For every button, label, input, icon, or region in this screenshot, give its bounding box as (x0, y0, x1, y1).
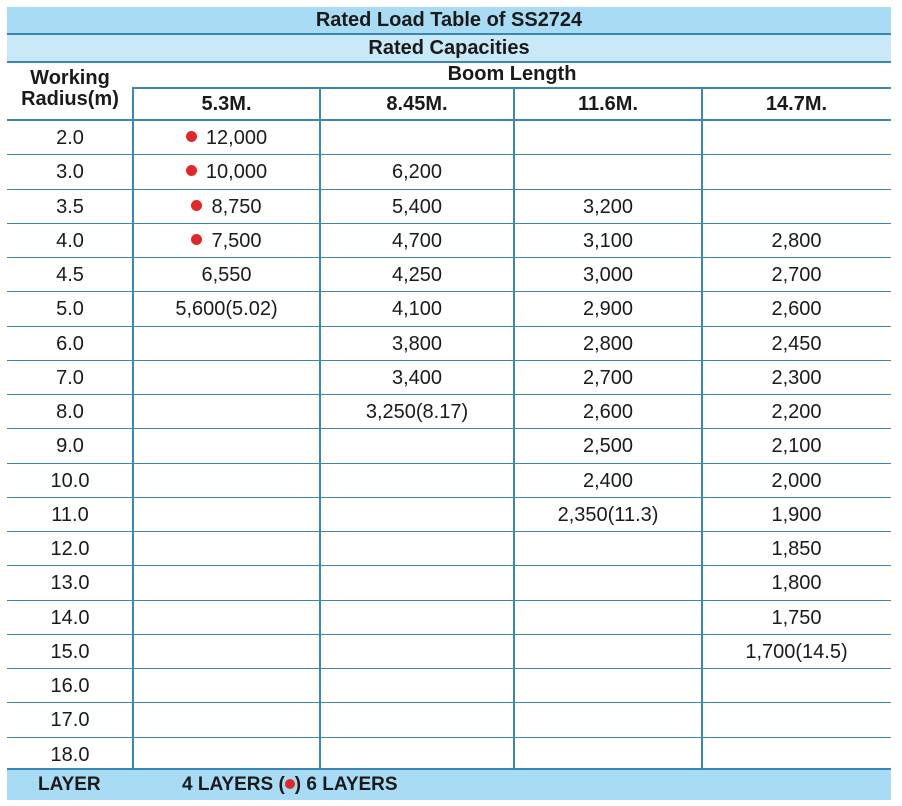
capacity-value: 6,200 (391, 161, 443, 184)
table-row (7, 224, 891, 258)
capacity-value: 7,500 (211, 229, 262, 252)
capacity-cell (320, 703, 514, 737)
table-row (7, 258, 891, 292)
radius-cell: 6.0 (56, 332, 84, 355)
capacity-value: 1,800 (771, 572, 822, 595)
capacity-value: 1,900 (771, 503, 822, 526)
capacity-cell (320, 498, 514, 532)
table-row (7, 361, 891, 395)
capacity-cell (133, 498, 320, 532)
capacity-cell (514, 703, 702, 737)
table-row (7, 292, 891, 326)
radius-cell: 18.0 (50, 743, 90, 766)
capacity-cell (133, 669, 320, 703)
capacity-cell (514, 566, 702, 600)
radius-cell: 15.0 (50, 640, 90, 663)
capacity-cell (702, 224, 891, 258)
legend-close-paren: ) (294, 774, 302, 795)
capacity-cell (320, 327, 514, 361)
capacity-cell (320, 532, 514, 566)
capacity-value: 3,400 (391, 366, 443, 389)
table-row (7, 155, 891, 189)
table-row (7, 464, 891, 498)
capacity-cell (320, 429, 514, 463)
radius-cell: 9.0 (56, 435, 84, 458)
capacity-cell (702, 121, 891, 155)
capacity-cell (702, 190, 891, 224)
capacity-cell (702, 464, 891, 498)
six-layer-marker-icon (285, 779, 295, 789)
capacity-cell (320, 738, 514, 772)
capacity-value: 2,000 (771, 469, 822, 492)
capacity-value: 2,700 (771, 264, 822, 286)
column-header-11-6: 11.6M. (577, 93, 639, 115)
capacity-cell (514, 121, 702, 155)
capacity-cell (320, 121, 514, 155)
capacity-cell (702, 498, 891, 532)
capacity-cell (133, 464, 320, 498)
capacity-cell (514, 464, 702, 498)
capacity-cell (702, 292, 891, 326)
six-layer-marker-icon (191, 234, 202, 245)
capacity-cell (133, 395, 320, 429)
capacity-cell (133, 601, 320, 635)
capacity-cell (133, 224, 320, 258)
capacity-cell (514, 258, 702, 292)
radius-cell: 3.5 (56, 195, 84, 218)
radius-cell: 10.0 (50, 469, 90, 492)
capacity-value: 2,900 (582, 298, 634, 321)
table-subtitle: Rated Capacities (7, 35, 891, 63)
capacity-value: 2,350(11.3) (557, 503, 659, 526)
radius-header (7, 68, 133, 110)
capacity-cell (702, 532, 891, 566)
radius-cell: 12.0 (50, 538, 90, 560)
table-row (7, 738, 891, 772)
capacity-cell (702, 566, 891, 600)
capacity-cell (133, 703, 320, 737)
capacity-value: 6,550 (201, 264, 252, 286)
radius-cell: 7.0 (56, 366, 84, 389)
capacity-cell (702, 669, 891, 703)
radius-cell: 13.0 (50, 572, 90, 595)
radius-header-line1: Working (30, 67, 110, 89)
capacity-value: 8,750 (211, 195, 262, 218)
capacity-cell (514, 190, 702, 224)
capacity-cell (133, 258, 320, 292)
capacity-value: 4,250 (391, 264, 443, 286)
table-row (7, 601, 891, 635)
capacity-cell (702, 738, 891, 772)
capacity-cell (320, 464, 514, 498)
capacity-cell (702, 635, 891, 669)
table-row (7, 429, 891, 463)
radius-cell: 4.5 (56, 264, 84, 286)
capacity-value: 10,000 (205, 161, 268, 184)
capacity-cell (320, 361, 514, 395)
capacity-value: 12,000 (205, 127, 268, 149)
capacity-cell (320, 190, 514, 224)
capacity-cell (133, 155, 320, 189)
capacity-value: 2,100 (771, 435, 822, 458)
radius-cell: 14.0 (50, 606, 90, 629)
legend-note (182, 770, 398, 800)
capacity-value: 1,850 (771, 538, 822, 560)
capacity-value: 2,800 (771, 229, 822, 252)
table-row (7, 121, 891, 155)
capacity-cell (514, 361, 702, 395)
six-layer-marker-icon (186, 131, 197, 142)
capacity-cell (514, 601, 702, 635)
capacity-cell (133, 190, 320, 224)
capacity-cell (320, 395, 514, 429)
capacity-cell (514, 498, 702, 532)
capacity-value: 2,300 (771, 366, 822, 389)
capacity-cell (514, 669, 702, 703)
capacity-cell (133, 361, 320, 395)
capacity-cell (133, 566, 320, 600)
capacity-value: 2,600 (771, 298, 822, 321)
radius-header-line2: Radius(m) (21, 88, 119, 110)
table-row (7, 669, 891, 703)
radius-cell: 8.0 (56, 401, 84, 423)
legend-label: LAYER (38, 774, 101, 795)
radius-cell: 11.0 (51, 503, 89, 526)
capacity-value: 2,450 (771, 332, 822, 355)
capacity-cell (514, 532, 702, 566)
capacity-value: 3,200 (582, 195, 634, 218)
capacity-cell (320, 635, 514, 669)
capacity-cell (320, 224, 514, 258)
column-header-8-45: 8.45M. (386, 93, 448, 115)
capacity-cell (514, 395, 702, 429)
capacity-cell (133, 429, 320, 463)
radius-cell: 4.0 (56, 229, 84, 252)
capacity-cell (514, 738, 702, 772)
capacity-cell (702, 361, 891, 395)
capacity-value: 4,100 (391, 298, 443, 321)
table-row (7, 190, 891, 224)
capacity-cell (514, 155, 702, 189)
table-row (7, 703, 891, 737)
capacity-cell (514, 292, 702, 326)
radius-cell: 16.0 (50, 675, 90, 697)
table-row (7, 532, 891, 566)
capacity-value: 3,250(8.17) (365, 401, 469, 423)
capacity-cell (133, 292, 320, 326)
capacity-cell (133, 532, 320, 566)
table-row (7, 566, 891, 600)
capacity-value: 1,700(14.5) (745, 640, 848, 663)
capacity-cell (702, 429, 891, 463)
capacity-cell (133, 327, 320, 361)
legend-six-layers: 6 LAYERS (306, 774, 398, 795)
capacity-value: 3,800 (391, 332, 443, 355)
capacity-cell (133, 738, 320, 772)
capacity-cell (702, 601, 891, 635)
capacity-value: 4,700 (391, 229, 443, 252)
capacity-value: 2,400 (582, 469, 634, 492)
capacity-value: 5,400 (391, 195, 443, 218)
capacity-value: 2,800 (582, 332, 634, 355)
capacity-value: 3,000 (582, 264, 634, 286)
capacity-cell (514, 635, 702, 669)
capacity-value: 1,750 (771, 606, 822, 629)
legend-four-layers: 4 LAYERS (182, 774, 274, 795)
capacity-value: 2,200 (771, 401, 822, 423)
boom-length-header: Boom Length (133, 61, 891, 89)
radius-cell: 2.0 (56, 127, 84, 149)
table-row (7, 498, 891, 532)
capacity-cell (320, 155, 514, 189)
radius-cell: 17.0 (50, 709, 90, 732)
capacity-cell (702, 395, 891, 429)
table-title: Rated Load Table of SS2724 (7, 7, 891, 35)
table-row (7, 635, 891, 669)
capacity-value: 2,500 (582, 435, 634, 458)
capacity-cell (133, 635, 320, 669)
capacity-cell (514, 429, 702, 463)
capacity-value: 2,600 (582, 401, 634, 423)
legend-open-paren: ( (278, 774, 285, 795)
capacity-cell (702, 703, 891, 737)
capacity-cell (320, 292, 514, 326)
capacity-cell (514, 327, 702, 361)
capacity-value: 3,100 (582, 229, 634, 252)
capacity-value: 5,600(5.02) (175, 298, 278, 321)
capacity-cell (320, 258, 514, 292)
capacity-cell (320, 601, 514, 635)
capacity-cell (702, 155, 891, 189)
capacity-cell (702, 327, 891, 361)
radius-cell: 5.0 (56, 298, 84, 321)
capacity-cell (133, 121, 320, 155)
capacity-cell (320, 669, 514, 703)
capacity-cell (702, 258, 891, 292)
layer-legend (7, 768, 891, 800)
radius-cell: 3.0 (56, 161, 84, 184)
capacity-cell (514, 224, 702, 258)
capacity-cell (320, 566, 514, 600)
six-layer-marker-icon (186, 165, 197, 176)
six-layer-marker-icon (191, 200, 202, 211)
column-header-14-7: 14.7M. (765, 93, 828, 115)
table-row (7, 327, 891, 361)
column-header-5-3: 5.3M. (201, 93, 252, 115)
capacity-value: 2,700 (582, 366, 634, 389)
table-row (7, 395, 891, 429)
